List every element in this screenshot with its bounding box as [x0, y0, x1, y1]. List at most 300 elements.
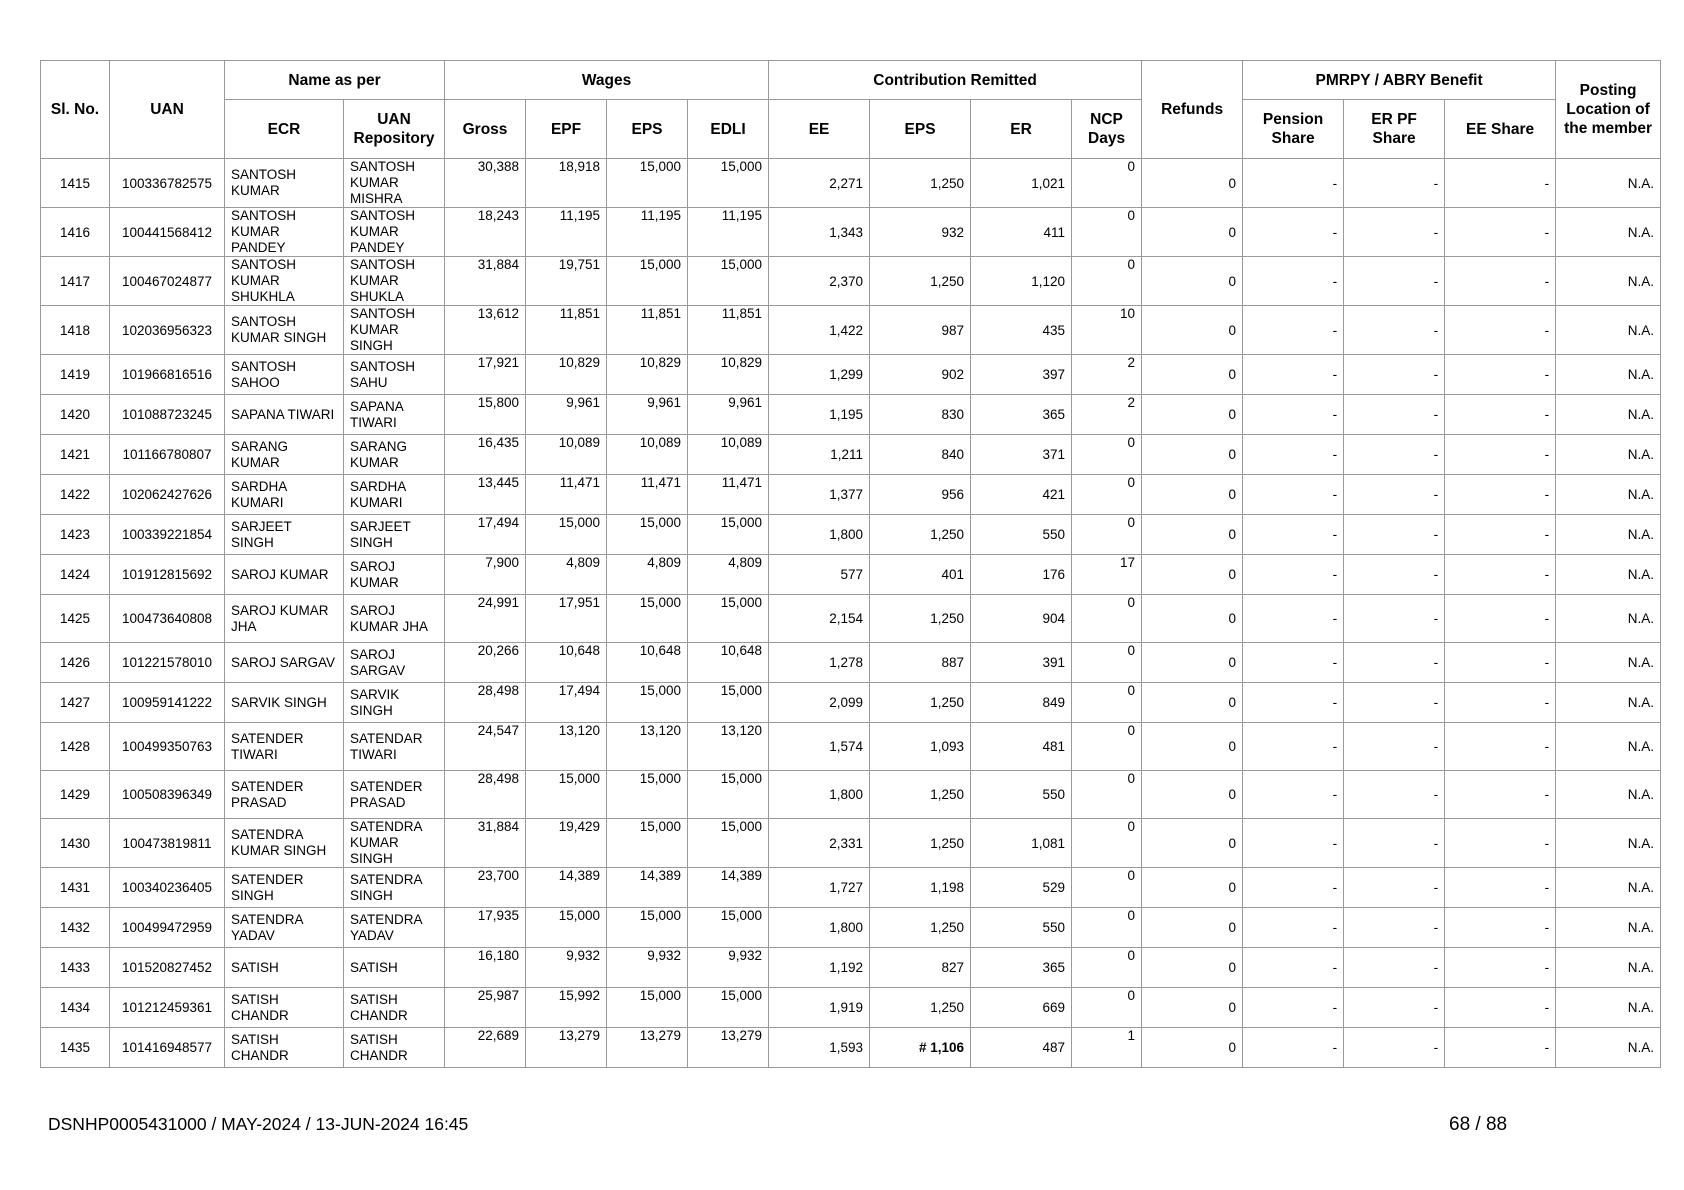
- cell-sl-no: 1420: [41, 395, 110, 435]
- cell-refunds: 0: [1142, 435, 1243, 475]
- cell-ee-share: -: [1445, 555, 1556, 595]
- cell-pension-share: -: [1243, 595, 1344, 643]
- cell-er-pf-share: -: [1344, 355, 1445, 395]
- cell-pension-share: -: [1243, 159, 1344, 208]
- cell-ee-share: -: [1445, 355, 1556, 395]
- cell-gross: 28,498: [445, 683, 526, 723]
- cell-epf: 17,494: [526, 683, 607, 723]
- cell-edli: 15,000: [688, 159, 769, 208]
- cell-ee: 1,800: [769, 515, 870, 555]
- cell-er: 176: [971, 555, 1072, 595]
- cell-name-ecr: SARDHA KUMARI: [225, 475, 344, 515]
- cell-name-uan-repository: SAROJ KUMAR: [344, 555, 445, 595]
- cell-ee: 1,727: [769, 868, 870, 908]
- cell-er: 365: [971, 948, 1072, 988]
- cell-ncp-days: 0: [1072, 908, 1142, 948]
- cell-eps-wages: 15,000: [607, 988, 688, 1028]
- header-ee: EE: [769, 100, 870, 159]
- cell-ee: 2,370: [769, 257, 870, 306]
- table-body: [41, 159, 1661, 1068]
- cell-eps-wages: 10,648: [607, 643, 688, 683]
- cell-er: 849: [971, 683, 1072, 723]
- cell-eps-contribution: 1,250: [870, 771, 971, 819]
- cell-er-pf-share: -: [1344, 595, 1445, 643]
- table-row: [41, 257, 1661, 306]
- cell-uan: 101912815692: [110, 555, 225, 595]
- cell-refunds: 0: [1142, 819, 1243, 868]
- cell-eps-wages: 15,000: [607, 819, 688, 868]
- table-row: [41, 1028, 1661, 1068]
- cell-posting-location: N.A.: [1556, 1028, 1661, 1068]
- table-row: [41, 355, 1661, 395]
- header-eps-contribution: EPS: [870, 100, 971, 159]
- cell-gross: 28,498: [445, 771, 526, 819]
- cell-eps-contribution: 887: [870, 643, 971, 683]
- cell-epf: 11,471: [526, 475, 607, 515]
- cell-name-ecr: SARVIK SINGH: [225, 683, 344, 723]
- cell-sl-no: 1419: [41, 355, 110, 395]
- cell-uan: 101088723245: [110, 395, 225, 435]
- cell-eps-wages: 15,000: [607, 515, 688, 555]
- cell-pension-share: -: [1243, 908, 1344, 948]
- header-sl-no: Sl. No.: [41, 61, 110, 159]
- header-name-as-per: Name as per: [225, 61, 445, 100]
- cell-epf: 15,000: [526, 908, 607, 948]
- cell-er: 371: [971, 435, 1072, 475]
- cell-ee: 2,154: [769, 595, 870, 643]
- cell-ncp-days: 0: [1072, 683, 1142, 723]
- cell-er: 1,081: [971, 819, 1072, 868]
- cell-eps-wages: 4,809: [607, 555, 688, 595]
- cell-ee-share: -: [1445, 819, 1556, 868]
- cell-ee-share: -: [1445, 595, 1556, 643]
- cell-sl-no: 1432: [41, 908, 110, 948]
- cell-uan: 101966816516: [110, 355, 225, 395]
- cell-ee-share: -: [1445, 868, 1556, 908]
- cell-uan: 100340236405: [110, 868, 225, 908]
- table-row: [41, 988, 1661, 1028]
- cell-sl-no: 1417: [41, 257, 110, 306]
- table-row: [41, 475, 1661, 515]
- cell-ee-share: -: [1445, 395, 1556, 435]
- cell-epf: 18,918: [526, 159, 607, 208]
- cell-gross: 16,180: [445, 948, 526, 988]
- cell-gross: 16,435: [445, 435, 526, 475]
- cell-er: 550: [971, 908, 1072, 948]
- cell-posting-location: N.A.: [1556, 908, 1661, 948]
- header-er-pf-share: ER PF Share: [1344, 100, 1445, 159]
- cell-posting-location: N.A.: [1556, 555, 1661, 595]
- cell-refunds: 0: [1142, 306, 1243, 355]
- cell-edli: 10,829: [688, 355, 769, 395]
- cell-er: 550: [971, 771, 1072, 819]
- cell-epf: 10,089: [526, 435, 607, 475]
- cell-uan: 101520827452: [110, 948, 225, 988]
- cell-ee: 1,299: [769, 355, 870, 395]
- cell-epf: 15,992: [526, 988, 607, 1028]
- cell-er: 365: [971, 395, 1072, 435]
- cell-refunds: 0: [1142, 771, 1243, 819]
- cell-gross: 22,689: [445, 1028, 526, 1068]
- cell-er-pf-share: -: [1344, 257, 1445, 306]
- cell-eps-contribution: 401: [870, 555, 971, 595]
- cell-refunds: 0: [1142, 208, 1243, 257]
- cell-ee: 1,377: [769, 475, 870, 515]
- header-epf: EPF: [526, 100, 607, 159]
- cell-ncp-days: 0: [1072, 819, 1142, 868]
- cell-refunds: 0: [1142, 515, 1243, 555]
- cell-eps-wages: 13,279: [607, 1028, 688, 1068]
- cell-eps-wages: 15,000: [607, 159, 688, 208]
- cell-ee: 1,278: [769, 643, 870, 683]
- cell-edli: 15,000: [688, 683, 769, 723]
- cell-ee-share: -: [1445, 475, 1556, 515]
- cell-er-pf-share: -: [1344, 515, 1445, 555]
- cell-er: 1,120: [971, 257, 1072, 306]
- cell-posting-location: N.A.: [1556, 595, 1661, 643]
- cell-sl-no: 1425: [41, 595, 110, 643]
- cell-er: 435: [971, 306, 1072, 355]
- cell-epf: 15,000: [526, 515, 607, 555]
- header-gross: Gross: [445, 100, 526, 159]
- cell-eps-wages: 15,000: [607, 771, 688, 819]
- cell-er-pf-share: -: [1344, 555, 1445, 595]
- table-row: [41, 159, 1661, 208]
- cell-name-ecr: SAROJ SARGAV: [225, 643, 344, 683]
- cell-edli: 15,000: [688, 771, 769, 819]
- cell-eps-wages: 11,471: [607, 475, 688, 515]
- cell-gross: 13,445: [445, 475, 526, 515]
- cell-uan: 100473819811: [110, 819, 225, 868]
- cell-epf: 14,389: [526, 868, 607, 908]
- cell-posting-location: N.A.: [1556, 988, 1661, 1028]
- cell-epf: 9,961: [526, 395, 607, 435]
- cell-eps-wages: 10,829: [607, 355, 688, 395]
- cell-pension-share: -: [1243, 948, 1344, 988]
- header-ncp-days: NCP Days: [1072, 100, 1142, 159]
- cell-uan: 100508396349: [110, 771, 225, 819]
- table-row: [41, 208, 1661, 257]
- cell-gross: 18,243: [445, 208, 526, 257]
- cell-er-pf-share: -: [1344, 988, 1445, 1028]
- cell-eps-wages: 13,120: [607, 723, 688, 771]
- cell-posting-location: N.A.: [1556, 643, 1661, 683]
- cell-refunds: 0: [1142, 948, 1243, 988]
- cell-name-ecr: SANTOSH KUMAR: [225, 159, 344, 208]
- table-row: [41, 435, 1661, 475]
- cell-epf: 15,000: [526, 771, 607, 819]
- cell-er: 550: [971, 515, 1072, 555]
- cell-refunds: 0: [1142, 908, 1243, 948]
- cell-ncp-days: 0: [1072, 948, 1142, 988]
- cell-pension-share: -: [1243, 208, 1344, 257]
- cell-posting-location: N.A.: [1556, 948, 1661, 988]
- cell-pension-share: -: [1243, 515, 1344, 555]
- cell-eps-contribution: 1,093: [870, 723, 971, 771]
- cell-name-uan-repository: SATENDER PRASAD: [344, 771, 445, 819]
- cell-epf: 19,429: [526, 819, 607, 868]
- cell-uan: 101416948577: [110, 1028, 225, 1068]
- cell-refunds: 0: [1142, 595, 1243, 643]
- cell-sl-no: 1429: [41, 771, 110, 819]
- cell-er: 487: [971, 1028, 1072, 1068]
- cell-ee-share: -: [1445, 1028, 1556, 1068]
- cell-name-uan-repository: SANTOSH SAHU: [344, 355, 445, 395]
- cell-ncp-days: 0: [1072, 159, 1142, 208]
- cell-er-pf-share: -: [1344, 771, 1445, 819]
- cell-pension-share: -: [1243, 819, 1344, 868]
- cell-ee-share: -: [1445, 723, 1556, 771]
- cell-name-uan-repository: SAROJ KUMAR JHA: [344, 595, 445, 643]
- cell-edli: 14,389: [688, 868, 769, 908]
- cell-er: 904: [971, 595, 1072, 643]
- cell-eps-wages: 15,000: [607, 683, 688, 723]
- cell-name-ecr: SATENDER TIWARI: [225, 723, 344, 771]
- cell-name-ecr: SARANG KUMAR: [225, 435, 344, 475]
- table-row: [41, 948, 1661, 988]
- cell-ee: 2,271: [769, 159, 870, 208]
- cell-edli: 10,648: [688, 643, 769, 683]
- cell-posting-location: N.A.: [1556, 868, 1661, 908]
- cell-ee-share: -: [1445, 643, 1556, 683]
- cell-posting-location: N.A.: [1556, 771, 1661, 819]
- cell-edli: 11,195: [688, 208, 769, 257]
- cell-eps-contribution: 1,250: [870, 595, 971, 643]
- cell-sl-no: 1418: [41, 306, 110, 355]
- cell-ncp-days: 1: [1072, 1028, 1142, 1068]
- cell-name-ecr: SATISH CHANDR: [225, 1028, 344, 1068]
- cell-sl-no: 1430: [41, 819, 110, 868]
- cell-name-uan-repository: SANTOSH KUMAR MISHRA: [344, 159, 445, 208]
- cell-gross: 15,800: [445, 395, 526, 435]
- cell-name-ecr: SATENDER PRASAD: [225, 771, 344, 819]
- table-row: [41, 908, 1661, 948]
- cell-name-uan-repository: SATENDRA SINGH: [344, 868, 445, 908]
- cell-ee-share: -: [1445, 435, 1556, 475]
- cell-name-uan-repository: SARDHA KUMARI: [344, 475, 445, 515]
- cell-edli: 9,932: [688, 948, 769, 988]
- cell-ee-share: -: [1445, 257, 1556, 306]
- header-er: ER: [971, 100, 1072, 159]
- cell-name-ecr: SANTOSH KUMAR PANDEY: [225, 208, 344, 257]
- cell-epf: 13,120: [526, 723, 607, 771]
- cell-er-pf-share: -: [1344, 948, 1445, 988]
- cell-uan: 100499472959: [110, 908, 225, 948]
- cell-ee: 1,192: [769, 948, 870, 988]
- cell-er: 481: [971, 723, 1072, 771]
- cell-posting-location: N.A.: [1556, 475, 1661, 515]
- cell-eps-contribution: 932: [870, 208, 971, 257]
- cell-name-uan-repository: SATENDAR TIWARI: [344, 723, 445, 771]
- cell-refunds: 0: [1142, 723, 1243, 771]
- cell-er-pf-share: -: [1344, 208, 1445, 257]
- cell-eps-wages: 15,000: [607, 257, 688, 306]
- cell-er-pf-share: -: [1344, 683, 1445, 723]
- cell-gross: 24,991: [445, 595, 526, 643]
- cell-name-ecr: SAPANA TIWARI: [225, 395, 344, 435]
- cell-ncp-days: 0: [1072, 595, 1142, 643]
- cell-name-uan-repository: SARVIK SINGH: [344, 683, 445, 723]
- cell-eps-wages: 14,389: [607, 868, 688, 908]
- cell-gross: 23,700: [445, 868, 526, 908]
- cell-sl-no: 1427: [41, 683, 110, 723]
- cell-ee: 2,099: [769, 683, 870, 723]
- cell-ee-share: -: [1445, 948, 1556, 988]
- header-edli: EDLI: [688, 100, 769, 159]
- cell-er-pf-share: -: [1344, 475, 1445, 515]
- cell-er-pf-share: -: [1344, 159, 1445, 208]
- cell-eps-contribution: 1,250: [870, 515, 971, 555]
- header-refunds: Refunds: [1142, 61, 1243, 159]
- cell-ncp-days: 0: [1072, 868, 1142, 908]
- header-ecr: ECR: [225, 100, 344, 159]
- cell-pension-share: -: [1243, 868, 1344, 908]
- cell-posting-location: N.A.: [1556, 257, 1661, 306]
- cell-sl-no: 1428: [41, 723, 110, 771]
- cell-pension-share: -: [1243, 355, 1344, 395]
- cell-er: 1,021: [971, 159, 1072, 208]
- cell-eps-wages: 9,932: [607, 948, 688, 988]
- table-row: [41, 819, 1661, 868]
- cell-name-uan-repository: SANTOSH KUMAR PANDEY: [344, 208, 445, 257]
- cell-er-pf-share: -: [1344, 643, 1445, 683]
- cell-eps-contribution: 956: [870, 475, 971, 515]
- header-pension-share: Pension Share: [1243, 100, 1344, 159]
- cell-edli: 15,000: [688, 988, 769, 1028]
- cell-ncp-days: 0: [1072, 643, 1142, 683]
- cell-name-ecr: SAROJ KUMAR JHA: [225, 595, 344, 643]
- cell-gross: 25,987: [445, 988, 526, 1028]
- header-row-top: [41, 61, 1661, 100]
- cell-gross: 31,884: [445, 257, 526, 306]
- cell-uan: 100467024877: [110, 257, 225, 306]
- cell-refunds: 0: [1142, 643, 1243, 683]
- cell-ncp-days: 0: [1072, 988, 1142, 1028]
- cell-epf: 11,195: [526, 208, 607, 257]
- cell-refunds: 0: [1142, 1028, 1243, 1068]
- cell-name-uan-repository: SANTOSH KUMAR SINGH: [344, 306, 445, 355]
- page-number: 68 / 88: [1449, 1114, 1508, 1135]
- cell-edli: 13,279: [688, 1028, 769, 1068]
- cell-gross: 17,921: [445, 355, 526, 395]
- cell-gross: 31,884: [445, 819, 526, 868]
- cell-posting-location: N.A.: [1556, 515, 1661, 555]
- cell-ee-share: -: [1445, 306, 1556, 355]
- cell-eps-contribution: 1,198: [870, 868, 971, 908]
- cell-ncp-days: 0: [1072, 257, 1142, 306]
- cell-ncp-days: 10: [1072, 306, 1142, 355]
- cell-uan: 101221578010: [110, 643, 225, 683]
- cell-sl-no: 1423: [41, 515, 110, 555]
- header-uan: UAN: [110, 61, 225, 159]
- cell-edli: 15,000: [688, 908, 769, 948]
- header-eps-wages: EPS: [607, 100, 688, 159]
- cell-name-ecr: SANTOSH SAHOO: [225, 355, 344, 395]
- header-contribution-remitted: Contribution Remitted: [769, 61, 1142, 100]
- cell-eps-wages: 11,851: [607, 306, 688, 355]
- cell-ncp-days: 17: [1072, 555, 1142, 595]
- cell-er: 669: [971, 988, 1072, 1028]
- cell-uan: 100499350763: [110, 723, 225, 771]
- cell-er-pf-share: -: [1344, 723, 1445, 771]
- table-row: [41, 771, 1661, 819]
- cell-ncp-days: 0: [1072, 475, 1142, 515]
- cell-eps-contribution: 840: [870, 435, 971, 475]
- cell-uan: 100441568412: [110, 208, 225, 257]
- cell-gross: 7,900: [445, 555, 526, 595]
- cell-gross: 20,266: [445, 643, 526, 683]
- cell-sl-no: 1433: [41, 948, 110, 988]
- cell-name-uan-repository: SARANG KUMAR: [344, 435, 445, 475]
- cell-refunds: 0: [1142, 475, 1243, 515]
- cell-name-uan-repository: SATENDRA KUMAR SINGH: [344, 819, 445, 868]
- cell-ee: 1,574: [769, 723, 870, 771]
- cell-sl-no: 1435: [41, 1028, 110, 1068]
- cell-eps-wages: 15,000: [607, 908, 688, 948]
- table-row: [41, 723, 1661, 771]
- cell-ncp-days: 0: [1072, 723, 1142, 771]
- cell-sl-no: 1416: [41, 208, 110, 257]
- cell-uan: 102062427626: [110, 475, 225, 515]
- cell-name-ecr: SATISH: [225, 948, 344, 988]
- cell-sl-no: 1421: [41, 435, 110, 475]
- cell-uan: 101166780807: [110, 435, 225, 475]
- cell-refunds: 0: [1142, 159, 1243, 208]
- cell-pension-share: -: [1243, 435, 1344, 475]
- header-ee-share: EE Share: [1445, 100, 1556, 159]
- table-row: [41, 515, 1661, 555]
- cell-epf: 10,648: [526, 643, 607, 683]
- cell-er: 529: [971, 868, 1072, 908]
- header-pmrpy-abry: PMRPY / ABRY Benefit: [1243, 61, 1556, 100]
- cell-edli: 11,471: [688, 475, 769, 515]
- cell-eps-wages: 15,000: [607, 595, 688, 643]
- cell-ee: 2,331: [769, 819, 870, 868]
- cell-eps-wages: 9,961: [607, 395, 688, 435]
- table-row: [41, 868, 1661, 908]
- cell-pension-share: -: [1243, 988, 1344, 1028]
- cell-name-uan-repository: SARJEET SINGH: [344, 515, 445, 555]
- cell-ee-share: -: [1445, 771, 1556, 819]
- cell-ee-share: -: [1445, 515, 1556, 555]
- cell-posting-location: N.A.: [1556, 395, 1661, 435]
- cell-er: 421: [971, 475, 1072, 515]
- cell-er-pf-share: -: [1344, 819, 1445, 868]
- cell-name-ecr: SATENDRA YADAV: [225, 908, 344, 948]
- cell-eps-contribution: 1,250: [870, 988, 971, 1028]
- cell-edli: 13,120: [688, 723, 769, 771]
- cell-refunds: 0: [1142, 355, 1243, 395]
- cell-posting-location: N.A.: [1556, 159, 1661, 208]
- cell-ncp-days: 0: [1072, 435, 1142, 475]
- cell-ncp-days: 2: [1072, 395, 1142, 435]
- cell-epf: 17,951: [526, 595, 607, 643]
- header-row-sub: [41, 100, 1661, 159]
- cell-epf: 10,829: [526, 355, 607, 395]
- cell-ee-share: -: [1445, 908, 1556, 948]
- cell-posting-location: N.A.: [1556, 683, 1661, 723]
- cell-name-ecr: SARJEET SINGH: [225, 515, 344, 555]
- cell-ee: 1,800: [769, 771, 870, 819]
- header-posting-location: Posting Location of the member: [1556, 61, 1661, 159]
- cell-gross: 13,612: [445, 306, 526, 355]
- cell-edli: 15,000: [688, 819, 769, 868]
- cell-name-ecr: SATISH CHANDR: [225, 988, 344, 1028]
- cell-eps-contribution: 1,250: [870, 908, 971, 948]
- cell-ee-share: -: [1445, 208, 1556, 257]
- cell-epf: 19,751: [526, 257, 607, 306]
- cell-name-uan-repository: SATISH: [344, 948, 445, 988]
